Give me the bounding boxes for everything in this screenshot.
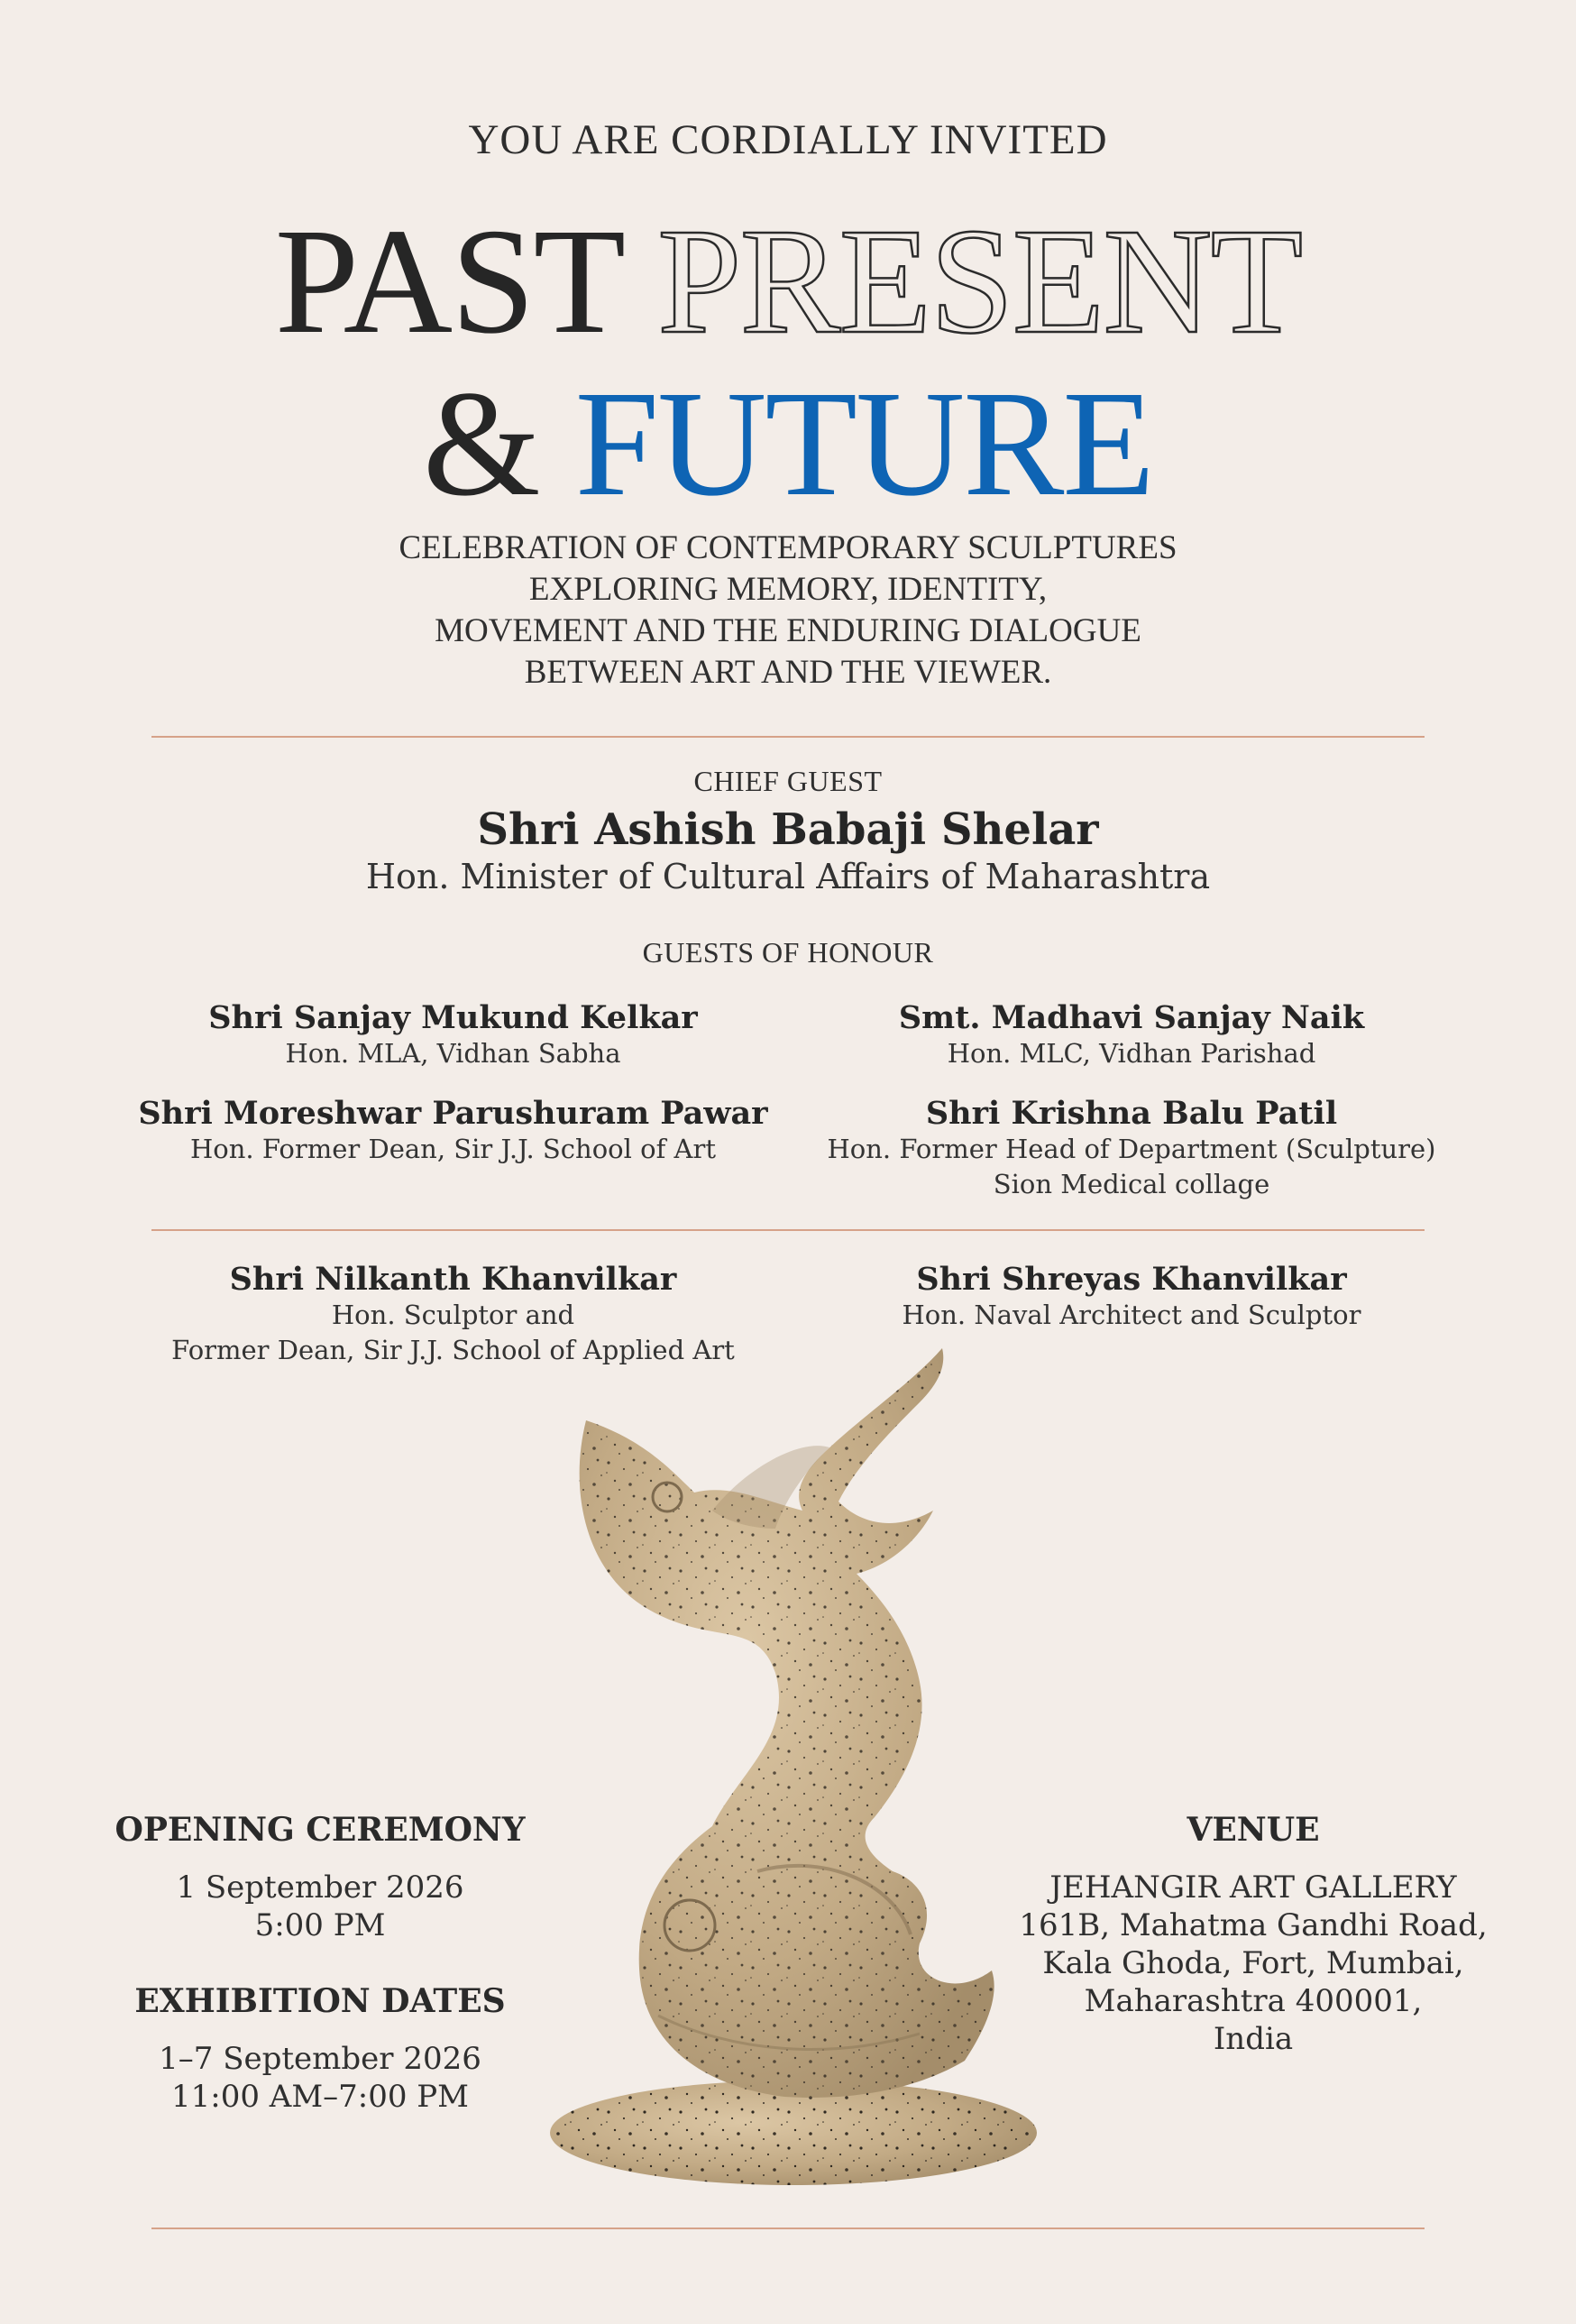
chief-guest-label: CHIEF GUEST bbox=[693, 765, 883, 797]
exhibition-dates: 1–7 September 2026 bbox=[159, 2041, 481, 2077]
guest-role: Sion Medical collage bbox=[993, 1169, 1270, 1199]
divider bbox=[151, 1229, 1425, 1231]
guest-name: Shri Nilkanth Khanvilkar bbox=[229, 1261, 677, 1298]
divider bbox=[151, 736, 1425, 738]
venue-heading: VENUE bbox=[1187, 1811, 1320, 1849]
guests-of-honour-label: GUESTS OF HONOUR bbox=[642, 936, 934, 969]
guest-name: Shri Sanjay Mukund Kelkar bbox=[208, 999, 698, 1036]
event-description bbox=[0, 528, 1576, 694]
opening-ceremony-heading: OPENING CEREMONY bbox=[115, 1811, 526, 1849]
sculpture-image bbox=[532, 1348, 1046, 2187]
chief-guest-role: Hon. Minister of Cultural Affairs of Maharashtra bbox=[365, 857, 1211, 896]
venue-line: Kala Ghoda, Fort, Mumbai, bbox=[1042, 1945, 1464, 1981]
opening-time: 5:00 PM bbox=[254, 1907, 386, 1943]
guest-role: Hon. Sculptor and bbox=[331, 1300, 575, 1330]
description-line: EXPLORING MEMORY, IDENTITY, bbox=[528, 571, 1048, 608]
description-line: BETWEEN ART AND THE VIEWER. bbox=[524, 654, 1052, 691]
title-future: FUTURE bbox=[574, 360, 1154, 528]
venue-line: Maharashtra 400001, bbox=[1084, 1983, 1423, 2019]
venue-line: JEHANGIR ART GALLERY bbox=[1049, 1869, 1457, 1906]
guest-role: Hon. MLC, Vidhan Parishad bbox=[947, 1038, 1316, 1069]
invitation-line: YOU ARE CORDIALLY INVITED bbox=[468, 116, 1108, 163]
venue-line: India bbox=[1213, 2021, 1294, 2057]
exhibition-hours: 11:00 AM–7:00 PM bbox=[170, 2079, 469, 2115]
title-line-1 bbox=[0, 197, 1576, 365]
guest-name: Shri Krishna Balu Patil bbox=[925, 1095, 1338, 1132]
guest-role: Hon. MLA, Vidhan Sabha bbox=[285, 1038, 621, 1069]
chief-guest-name: Shri Ashish Babaji Shelar bbox=[477, 804, 1099, 855]
title-present: PRESENT bbox=[657, 197, 1302, 365]
guest-role: Hon. Former Head of Department (Sculpture) bbox=[827, 1134, 1436, 1164]
venue-section bbox=[983, 1811, 1524, 2058]
title-ampersand: & bbox=[422, 360, 539, 528]
title-past: PAST bbox=[274, 197, 622, 365]
guest-name: Shri Shreyas Khanvilkar bbox=[916, 1261, 1347, 1298]
guest-role: Hon. Former Dean, Sir J.J. School of Art bbox=[190, 1134, 716, 1164]
guest-card bbox=[36, 1095, 870, 1167]
venue-line: 161B, Mahatma Gandhi Road, bbox=[1019, 1907, 1488, 1943]
exhibition-dates-heading: EXHIBITION DATES bbox=[134, 1982, 506, 2020]
guest-role: Former Dean, Sir J.J. School of Applied Art bbox=[171, 1335, 735, 1365]
guest-role: Hon. Naval Architect and Sculptor bbox=[902, 1300, 1361, 1330]
guest-card bbox=[757, 1095, 1506, 1202]
description-line: CELEBRATION OF CONTEMPORARY SCULPTURES bbox=[399, 529, 1177, 566]
description-line: MOVEMENT AND THE ENDURING DIALOGUE bbox=[435, 612, 1141, 649]
exhibition-dates-section bbox=[54, 1982, 586, 2116]
guest-card bbox=[757, 999, 1506, 1071]
opening-date: 1 September 2026 bbox=[176, 1869, 464, 1906]
guest-name: Shri Moreshwar Parushuram Pawar bbox=[138, 1095, 768, 1132]
title-line-2 bbox=[0, 360, 1576, 528]
guest-name: Smt. Madhavi Sanjay Naik bbox=[898, 999, 1365, 1036]
guest-card bbox=[757, 1261, 1506, 1333]
opening-ceremony-section bbox=[54, 1811, 586, 1944]
guest-card bbox=[36, 999, 870, 1071]
divider bbox=[151, 2228, 1425, 2229]
